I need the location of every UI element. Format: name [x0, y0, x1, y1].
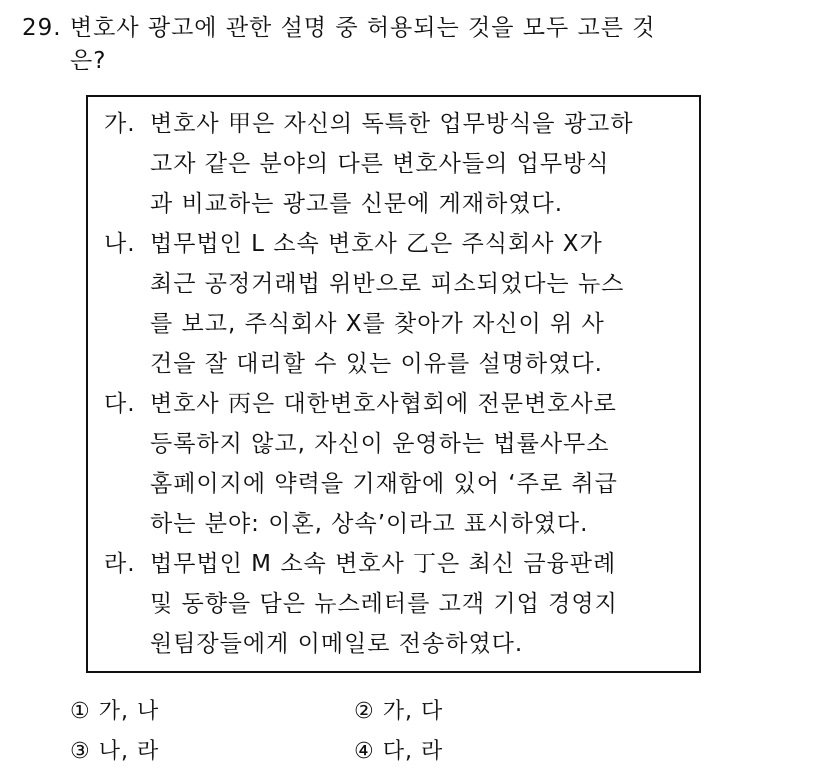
statement-line: 변호사 丙은 대한변호사협회에 전문변호사로 — [150, 391, 617, 417]
statement-mark: 다. — [104, 391, 136, 417]
question-number: 29. — [22, 15, 62, 41]
statement-line: 변호사 甲은 자신의 독특한 업무방식을 광고하 — [150, 111, 634, 137]
statement-ra — [104, 544, 694, 664]
statement-box — [86, 95, 701, 673]
statement-da — [104, 384, 694, 544]
statement-line: 및 동향을 담은 뉴스레터를 고객 기업 경영지 — [150, 591, 618, 617]
choice-4[interactable]: ④ 다, 라 — [354, 739, 444, 764]
statement-na — [104, 224, 694, 384]
statement-line: 법무법인 L 소속 변호사 乙은 주식회사 X가 — [150, 231, 603, 257]
question-text-line-1: 변호사 광고에 관한 설명 중 허용되는 것을 모두 고른 것 — [69, 15, 656, 41]
statement-line: 법무법인 M 소속 변호사 丁은 최신 금융판례 — [150, 551, 617, 577]
choice-2[interactable]: ② 가, 다 — [354, 699, 444, 724]
statement-line: 등록하지 않고, 자신이 운영하는 법률사무소 — [150, 431, 610, 457]
choice-3[interactable]: ③ 나, 라 — [70, 739, 160, 764]
choice-1[interactable]: ① 가, 나 — [70, 699, 160, 724]
question-line-1 — [22, 12, 792, 45]
statement-line: 원팀장들에게 이메일로 전송하였다. — [150, 631, 524, 657]
statement-line: 홈페이지에 약력을 기재함에 있어 ‘주로 취급 — [150, 471, 618, 497]
statement-mark: 가. — [104, 111, 136, 137]
statement-line: 건을 잘 대리할 수 있는 이유를 설명하였다. — [150, 351, 603, 377]
question-stem — [22, 12, 792, 78]
statement-mark: 나. — [104, 231, 136, 257]
statement-line: 를 보고, 주식회사 X를 찾아가 자신이 위 사 — [150, 311, 605, 337]
question-text-line-2: 은? — [70, 48, 107, 74]
statement-mark: 라. — [104, 551, 136, 577]
statement-line: 하는 분야: 이혼, 상속’이라고 표시하였다. — [150, 511, 589, 537]
statement-line: 최근 공정거래법 위반으로 피소되었다는 뉴스 — [150, 271, 625, 297]
statement-line: 고자 같은 분야의 다른 변호사들의 업무방식 — [150, 151, 610, 177]
statement-line: 과 비교하는 광고를 신문에 게재하였다. — [150, 191, 564, 217]
statement-ga — [104, 104, 694, 224]
